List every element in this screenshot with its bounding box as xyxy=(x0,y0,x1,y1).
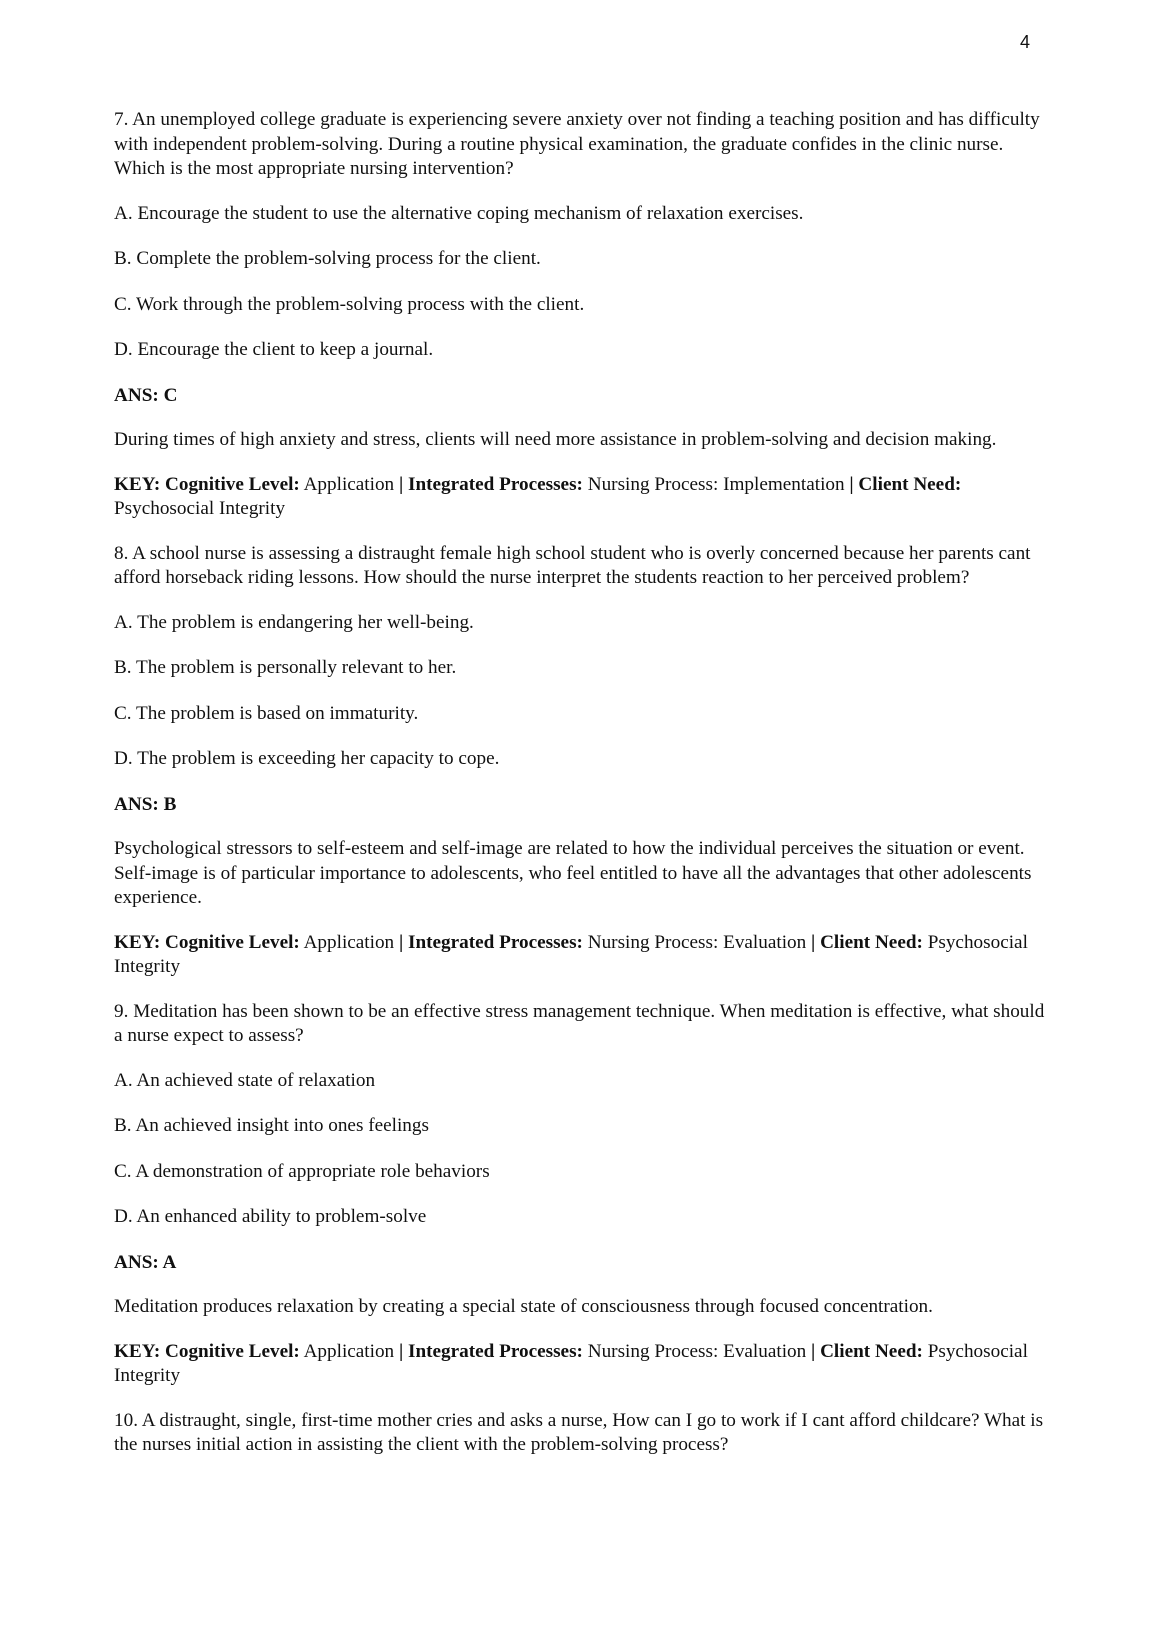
key-line xyxy=(114,1340,1054,1389)
question-stem: 7. An unemployed college graduate is experiencing severe anxiety over not finding a teaching position and has difficulty with independent problem-solving. During a routine physical examination, the graduate confides in the clinic nurse. Which is the most appropriate nursing intervention? xyxy=(114,109,1040,179)
separator: | xyxy=(849,473,859,495)
separator: | xyxy=(398,931,408,953)
client-need-value: Psychosocial Integrity xyxy=(114,1340,1028,1386)
document-body xyxy=(114,108,1054,1478)
option-d: D. The problem is exceeding her capacity to cope. xyxy=(114,748,500,769)
separator: | xyxy=(811,1340,821,1362)
cognitive-level: Application xyxy=(299,1340,399,1362)
rationale: Meditation produces relaxation by creating a special state of consciousness through focused concentration. xyxy=(114,1296,933,1317)
cognitive-level: Application xyxy=(299,473,399,495)
page-number: 4 xyxy=(1020,32,1031,52)
client-need-value: Psychosocial Integrity xyxy=(114,931,1028,977)
processes-value: Nursing Process: Evaluation xyxy=(582,931,812,953)
rationale: Psychological stressors to self-esteem and self-image are related to how the individual perceives the situation or event. Self-image is of particular importance to adolescents, who feel entitled to have all the advantages that other adolescents experience. xyxy=(114,838,1032,908)
processes-value: Nursing Process: Implementation xyxy=(582,473,850,495)
answer: ANS: C xyxy=(114,384,178,406)
cognitive-level: Application xyxy=(299,931,399,953)
processes-label: Integrated Processes: xyxy=(407,473,583,495)
option-d: D. Encourage the client to keep a journal. xyxy=(114,339,434,360)
key-label: KEY: Cognitive Level: xyxy=(114,473,300,495)
option-c: C. Work through the problem-solving process with the client. xyxy=(114,293,585,315)
option-b: B. An achieved insight into ones feelings xyxy=(114,1115,429,1136)
question-8 xyxy=(114,542,1054,980)
rationale: During times of high anxiety and stress, clients will need more assistance in problem-solving and decision making. xyxy=(114,429,997,450)
option-c: C. The problem is based on immaturity. xyxy=(114,702,419,724)
option-b: B. Complete the problem-solving process for the client. xyxy=(114,248,541,269)
question-stem: 10. A distraught, single, first-time mother cries and asks a nurse, How can I go to work if I cant afford childcare? What is the nurses initial action in assisting the client with the problem-solving process? xyxy=(114,1409,1044,1455)
separator: | xyxy=(811,931,821,953)
client-need-label: Client Need: xyxy=(820,1340,923,1362)
option-d: D. An enhanced ability to problem-solve xyxy=(114,1206,427,1227)
client-need-label: Client Need: xyxy=(858,473,962,495)
processes-label: Integrated Processes: xyxy=(407,931,583,953)
separator: | xyxy=(398,1340,408,1362)
option-a: A. An achieved state of relaxation xyxy=(114,1069,376,1091)
question-stem: 8. A school nurse is assessing a distraught female high school student who is overly concerned because her parents cant afford horseback riding lessons. How should the nurse interpret the students reaction to her perceived problem? xyxy=(114,542,1031,588)
processes-label: Integrated Processes: xyxy=(407,1340,583,1362)
option-c: C. A demonstration of appropriate role behaviors xyxy=(114,1160,490,1182)
option-a: A. Encourage the student to use the alternative coping mechanism of relaxation exercises. xyxy=(114,202,804,224)
question-7 xyxy=(114,108,1054,522)
client-need-value: Psychosocial Integrity xyxy=(114,498,286,519)
key-line xyxy=(114,931,1054,980)
key-line xyxy=(114,473,1054,522)
answer: ANS: B xyxy=(114,793,177,815)
question-stem: 9. Meditation has been shown to be an effective stress management technique. When meditation is effective, what should a nurse expect to assess? xyxy=(114,1000,1045,1046)
key-label: KEY: Cognitive Level: xyxy=(114,1340,300,1362)
separator: | xyxy=(398,473,408,495)
processes-value: Nursing Process: Evaluation xyxy=(582,1340,812,1362)
key-label: KEY: Cognitive Level: xyxy=(114,931,300,953)
option-b: B. The problem is personally relevant to her. xyxy=(114,657,457,678)
question-10 xyxy=(114,1409,1054,1458)
client-need-label: Client Need: xyxy=(820,931,923,953)
answer: ANS: A xyxy=(114,1251,177,1273)
option-a: A. The problem is endangering her well-being. xyxy=(114,611,474,633)
question-9 xyxy=(114,1000,1054,1389)
